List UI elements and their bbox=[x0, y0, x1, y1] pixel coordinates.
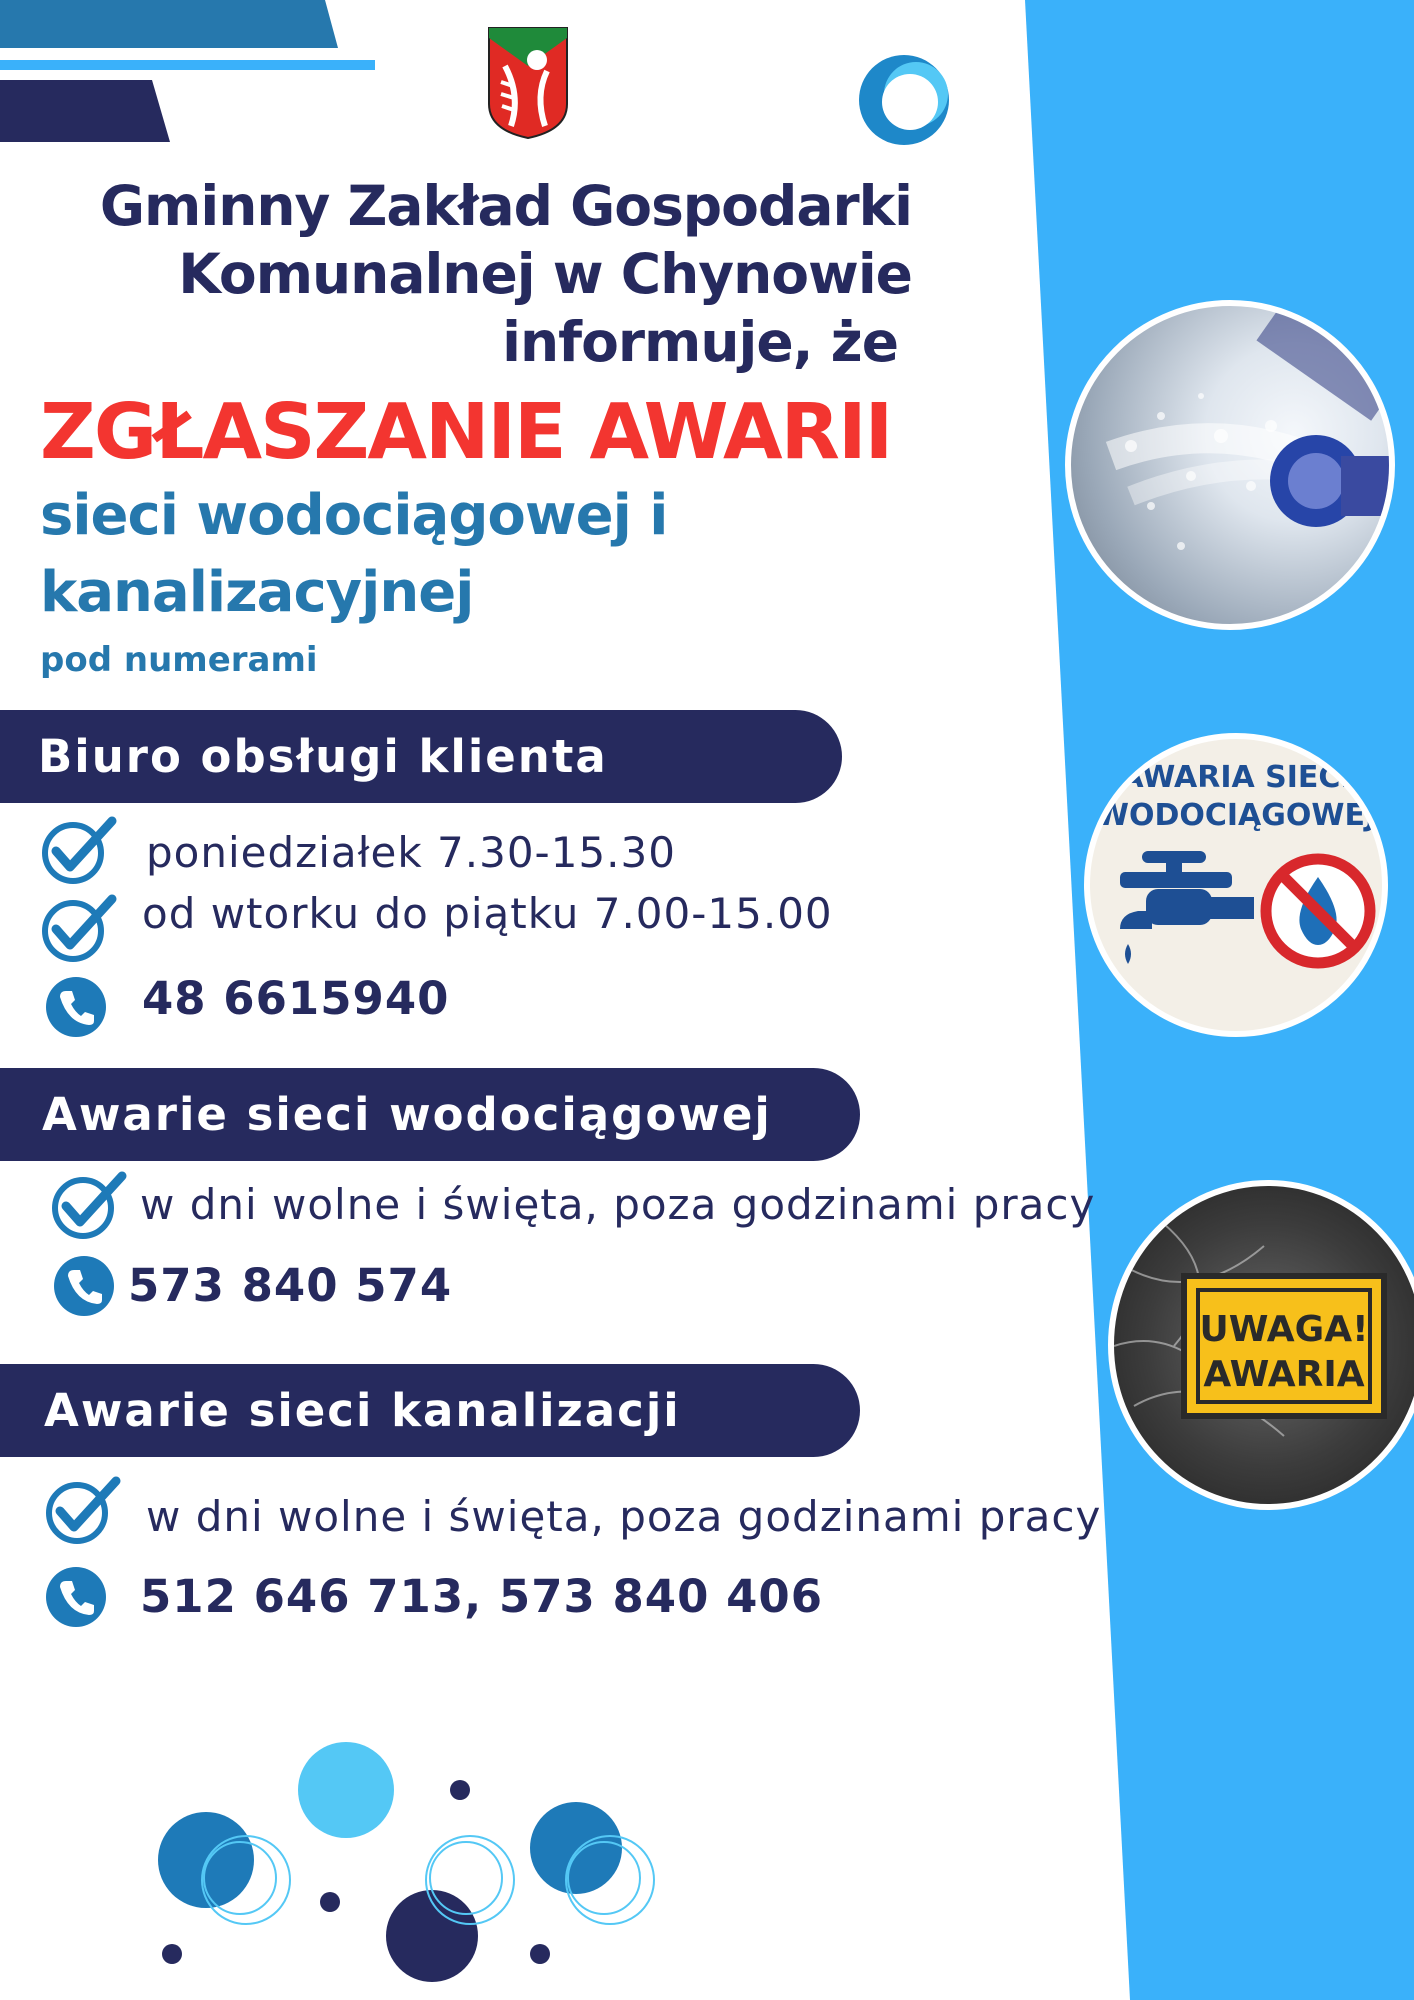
title-line-1: Gminny Zakład Gospodarki bbox=[99, 174, 912, 238]
section-heading-customer-office: Biuro obsługi klienta bbox=[0, 710, 842, 803]
title-line-3: informuje, że bbox=[502, 310, 898, 374]
phone-customer-office: 48 6615940 bbox=[142, 972, 450, 1025]
no-water-icon bbox=[1266, 859, 1370, 963]
section-heading-sewage-failures: Awarie sieci kanalizacji bbox=[0, 1364, 860, 1457]
sewage-hours-line: w dni wolne i święta, poza godzinami pracy bbox=[146, 1492, 1102, 1541]
coat-of-arms-icon bbox=[487, 26, 569, 140]
hours-line-monday: poniedziałek 7.30-15.30 bbox=[146, 828, 676, 877]
sign-text-line-2: WODOCIĄGOWEJ bbox=[1095, 798, 1377, 833]
phone-icon bbox=[44, 1565, 108, 1629]
sign-text-line-1: AWARIA SIECI bbox=[1120, 760, 1352, 795]
bubbles-decoration bbox=[140, 1730, 700, 2000]
water-hours-line: w dni wolne i święta, poza godzinami pracy bbox=[140, 1180, 1096, 1229]
organization-title bbox=[60, 172, 912, 376]
check-circle-icon bbox=[50, 1170, 128, 1240]
burst-pipe-photo bbox=[1065, 300, 1395, 630]
subtitle-line-2: kanalizacyjnej bbox=[40, 560, 474, 625]
top-stripes-decoration bbox=[0, 0, 400, 150]
phone-sewage-failures: 512 646 713, 573 840 406 bbox=[140, 1570, 824, 1623]
phone-water-failures: 573 840 574 bbox=[128, 1259, 453, 1312]
phone-icon bbox=[52, 1254, 116, 1318]
warning-text-line-1: UWAGA! bbox=[1199, 1309, 1369, 1350]
phone-icon bbox=[44, 975, 108, 1039]
subtitle-small: pod numerami bbox=[40, 640, 318, 680]
check-circle-icon bbox=[44, 1475, 122, 1545]
water-failure-sign-photo bbox=[1084, 733, 1388, 1037]
section-heading-water-failures: Awarie sieci wodociągowej bbox=[0, 1068, 860, 1161]
water-tap-icon bbox=[1120, 851, 1254, 964]
hours-line-tue-fri: od wtorku do piątku 7.00-15.00 bbox=[142, 889, 833, 938]
warning-sign-photo bbox=[1108, 1180, 1414, 1510]
subtitle-line-1: sieci wodociągowej i bbox=[40, 483, 668, 548]
alarm-heading: ZGŁASZANIE AWARII bbox=[40, 388, 892, 477]
title-line-2: Komunalnej w Chynowie bbox=[178, 242, 912, 306]
check-circle-icon bbox=[40, 815, 118, 885]
warning-text-line-2: AWARIA bbox=[1203, 1354, 1365, 1395]
wave-circle-icon bbox=[858, 54, 950, 146]
check-circle-icon bbox=[40, 893, 118, 963]
